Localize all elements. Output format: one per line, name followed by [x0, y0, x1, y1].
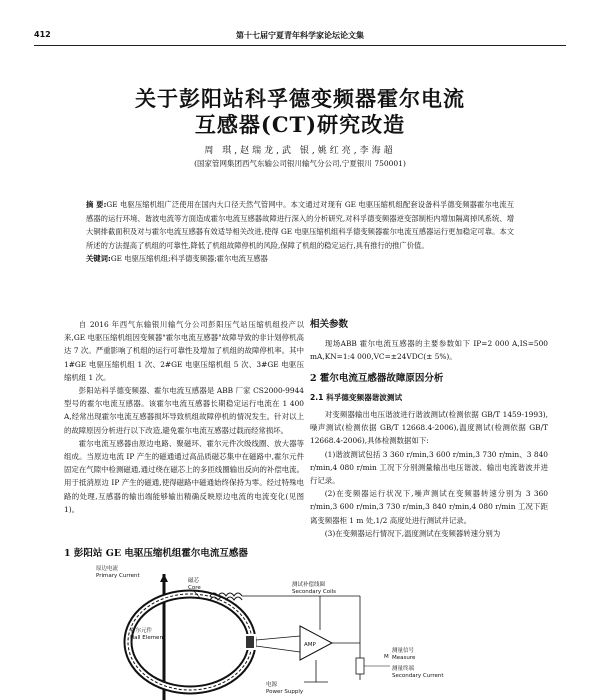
label-power-cn: 电源: [266, 682, 278, 688]
affiliation: (国家管网集团西气东输公司银川输气分公司,宁夏银川 750001): [194, 159, 406, 168]
params-text: 现场ABB 霍尔电流互感器的主要参数如下 IP=2 000 A,IS=500 mA,KN=1:4 000,VC=±24VDC(± 5%)。: [310, 339, 548, 362]
hall-element: [246, 636, 254, 648]
right-column: [310, 314, 548, 540]
page-number: 412: [34, 30, 51, 39]
label-out-en: Secondary Current: [392, 673, 444, 679]
right-paragraph: 对变频器输出电压谐波进行谐波测试(检测依据 GB/T 1459-1993),噪声测试(检测依据 GB/T 12668.4-2006),温度测试(检测依据 GB/T 12668.4-2006),具体检测数据如下:: [310, 410, 548, 446]
label-primary-en: Primary Current: [96, 573, 140, 579]
page-header: [34, 30, 566, 44]
section-2-heading: 2 霍尔电流互感器故障原因分析: [310, 372, 444, 384]
abstract: [86, 198, 514, 266]
label-secondary-en: Secondary Coils: [292, 589, 337, 595]
subsection-2-1: 2.1 科孚德变频器谐波测试: [310, 392, 403, 402]
right-paragraph: (1)谐波测试包括 3 360 r/min,3 600 r/min,3 730 r/min、3 840 r/min,4 080 r/min 工况下分别测量输出电压谐波、输出电流谐波并进行记录。: [310, 449, 548, 486]
hall-ct-diagram: [60, 560, 444, 700]
label-hall-cn: 霍尔元件: [130, 628, 153, 634]
paper-title: [40, 86, 560, 138]
left-paragraph: 彭阳站科孚德变频器、霍尔电流互感器是 ABB 厂家 CS2000-9944 型号的霍尔电流互感器。该霍尔电流互感器长期稳定运行电流在 1 400 A,经常出现霍尔电流互感器损坏导致机组故障停机的情况发生。针对以上的故障原因分析进行以下改造,避免霍尔电流互感器过载而经常损坏。: [64, 386, 304, 435]
label-core-en: Core: [188, 585, 201, 591]
label-m: M: [384, 654, 389, 660]
left-paragraph: 自 2016 年西气东输银川输气分公司彭阳压气站压缩机组投产以来,GE 电驱压缩机组因变频器"霍尔电流互感器"故障导致的非计划停机高达 7 次。严重影响了机组的运行可靠性及增加了机组的故障停机率。其中 1#GE 电驱压缩机组 1 次、2#GE 电驱压缩机组 5 次、3#GE 电驱压缩机组 1 次。: [64, 320, 304, 382]
core-inner: [128, 594, 252, 690]
label-secondary-cn: 测试补偿线圈: [292, 582, 326, 588]
params-heading: 相关参数: [310, 319, 349, 330]
header-rule: [34, 45, 566, 46]
left-paragraph: 霍尔电流互感器由原边电路、聚磁环、霍尔元件次级线圈、放大器等组成。当原边电流 IP 产生的磁通通过高品质磁芯集中在磁路中,霍尔元件固定在气隙中检测磁通,通过绕在磁芯上的多匝线圈输出反向的补偿电流。用于抵消原边 IP 产生的磁通,使得磁路中磁通始终保持为零。经过特殊电路的处理,互感器的输出端能够输出精确反映原边电流的电流变化(见图 1)。: [64, 438, 304, 514]
label-primary-cn: 原边电流: [96, 566, 119, 572]
label-hall-en: Hall Element: [130, 635, 166, 641]
left-column: [64, 318, 304, 516]
keywords-label: 关键词:: [86, 254, 111, 264]
right-paragraph: (3)在变频器运行情况下,温度测试在变频器转速分别为: [324, 528, 501, 538]
label-amp: AMP: [304, 642, 316, 648]
measure-resistor: [356, 658, 364, 674]
right-paragraph: (2)在变频器运行状况下,噪声测试在变频器转速分别为 3 360 r/min,3 600 r/min,3 730 r/min,3 840 r/min,4 080 r/min 工况下距离变频器柜 1 m 处,1/2 高度处进行测试并记录。: [310, 489, 548, 525]
authors: 周 琪,赵瑞龙,武 银,姚红亮,李海超: [204, 146, 396, 156]
current-arrow-icon: [160, 574, 168, 582]
section-1-heading: 1 彭阳站 GE 电驱压缩机组霍尔电流互感器: [64, 548, 248, 559]
label-power-en: Power Supply: [266, 689, 304, 695]
label-core-cn: 磁芯: [188, 578, 200, 584]
keywords-text: GE 电驱压缩机组;科孚德变频器;霍尔电流互感器: [110, 254, 268, 264]
label-measure-cn: 测量信号: [392, 648, 415, 654]
abstract-text: GE 电驱压缩机组广泛使用在国内大口径天然气管网中。本文通过对现有 GE 电驱压缩机组配套设备科孚德变频器霍尔电流互感器的运行环境、谐波电流等方面造成霍尔电流互感器故障进行深入的分析研究,对科孚德变频器逆变部制柜内增加隔离掉风系统、增大铜排截面积及对与霍尔电流互感器有效适导相关改进,使得 GE 电驱压缩机组科孚德变频器霍尔电流互感器运行更加稳定可靠。本文所述的方法提高了机组的可靠性,降低了机组故障停机的风险,保障了机组的稳定运行,具有推行的推广价值。: [86, 200, 514, 250]
title-line-2: 互感器(CT)研究改造: [194, 112, 406, 137]
title-line-1: 关于彭阳站科孚德变频器霍尔电流: [135, 86, 465, 111]
abstract-label: 摘 要:: [86, 200, 107, 209]
label-measure-en: Measure: [392, 655, 416, 661]
journal-title: 第十七届宁夏青年科学家论坛论文集: [236, 30, 364, 40]
label-out-cn: 测量终端: [392, 666, 415, 672]
